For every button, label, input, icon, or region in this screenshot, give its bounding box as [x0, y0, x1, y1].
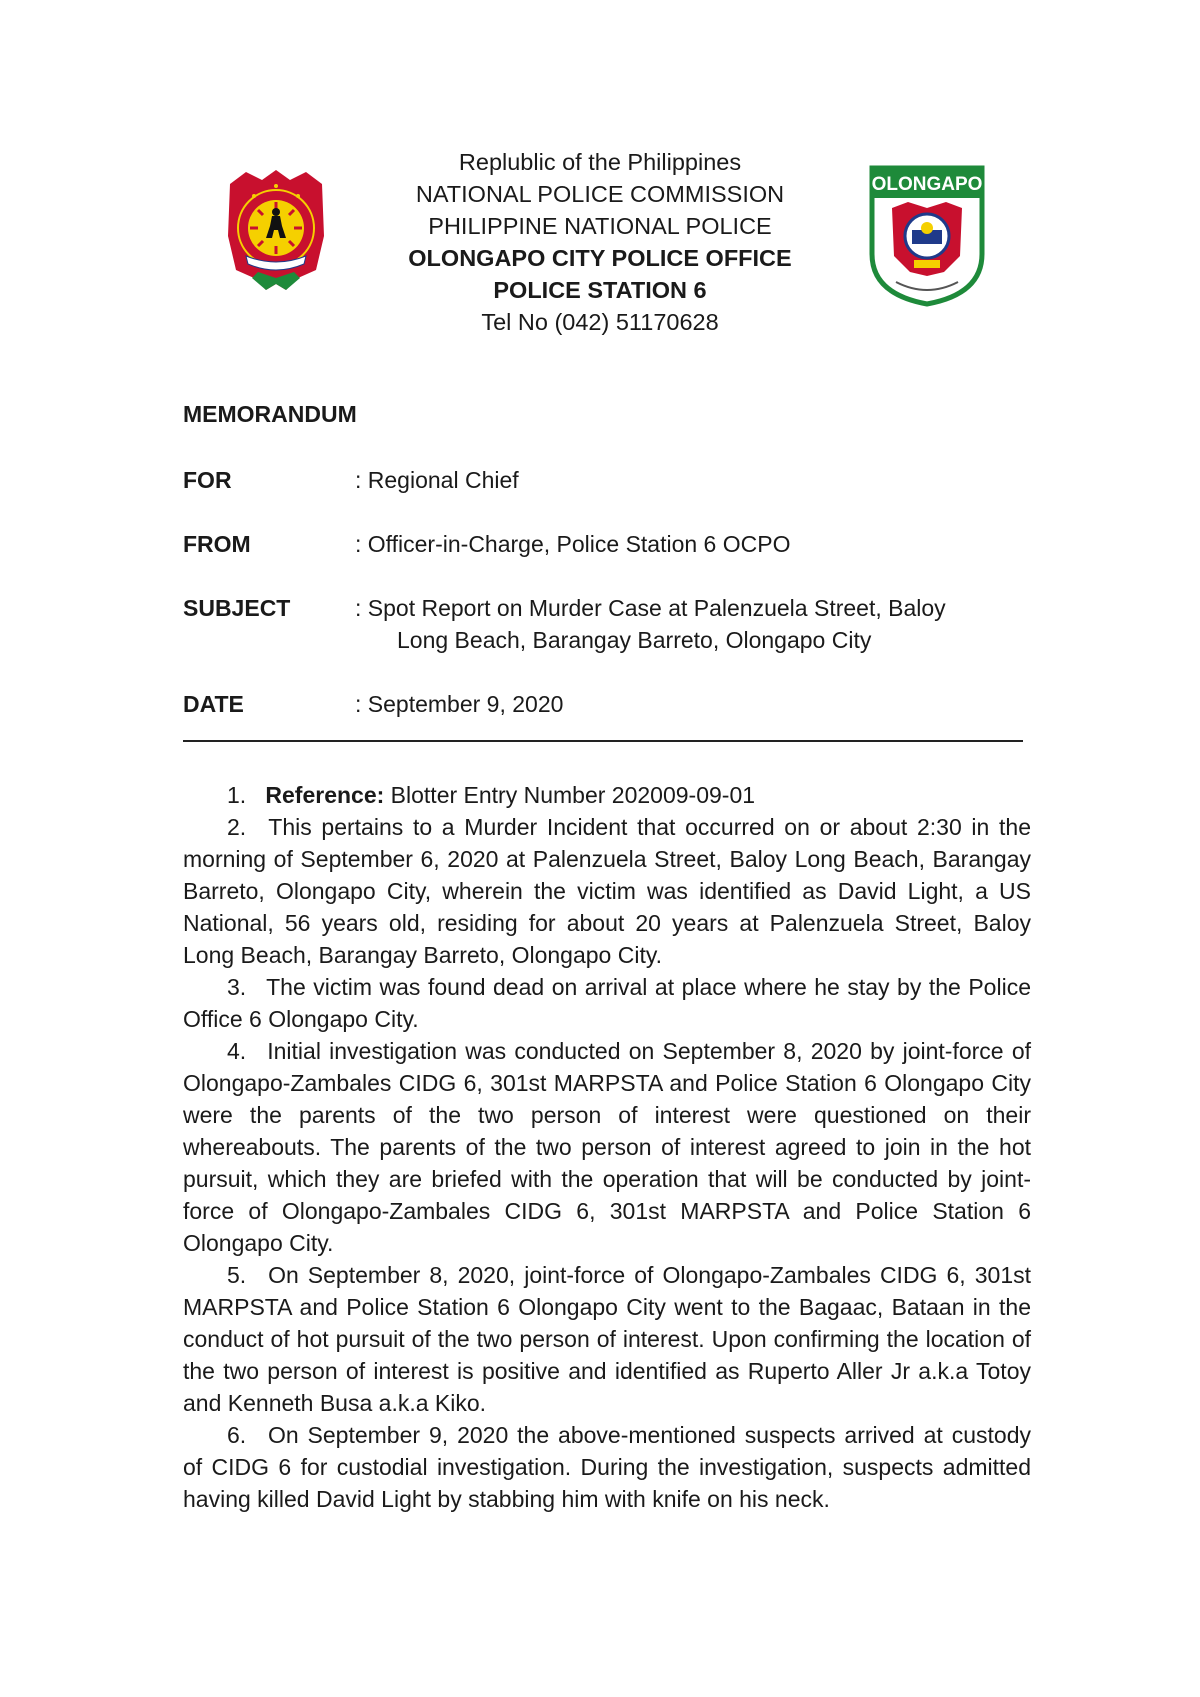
- memo-for-value: : Regional Chief: [355, 467, 519, 493]
- letterhead-agency: PHILIPPINE NATIONAL POLICE: [428, 213, 772, 239]
- paragraph-6-text: On September 9, 2020 the above-mentioned suspects arrived at custody of CIDG 6 for custodial investigation. During the investigation, suspects admitted having killed David Light by stabbing him with knife on his neck.: [183, 1422, 1032, 1512]
- paragraph-1: [183, 779, 1031, 811]
- paragraph-5: [183, 1259, 1031, 1419]
- memo-from-value: : Officer-in-Charge, Police Station 6 OCPO: [355, 531, 791, 557]
- paragraph-4: [183, 1035, 1031, 1259]
- memo-date-value: : September 9, 2020: [355, 691, 564, 717]
- letterhead-office: OLONGAPO CITY POLICE OFFICE: [408, 245, 792, 271]
- memo-for-label: FOR: [183, 467, 232, 493]
- memo-date-label: DATE: [183, 691, 244, 717]
- paragraph-3-text: The victim was found dead on arrival at place where he stay by the Police Office 6 Olongapo City.: [183, 974, 1031, 1032]
- letterhead: [0, 146, 1200, 338]
- memo-subject-label: SUBJECT: [183, 595, 291, 621]
- memo-title: MEMORANDUM: [183, 401, 357, 427]
- letterhead-country: Replublic of the Philippines: [458, 149, 742, 175]
- memo-subject-line1: : Spot Report on Murder Case at Palenzuela Street, Baloy: [355, 595, 946, 621]
- paragraph-6-number: 6.: [227, 1422, 247, 1448]
- paragraph-1-text: Blotter Entry Number 202009-09-01: [384, 782, 756, 808]
- paragraph-2-number: 2.: [227, 814, 247, 840]
- memo-subject-value: [355, 592, 1035, 656]
- letterhead-telephone: Tel No (042) 51170628: [481, 309, 719, 335]
- reference-label: Reference:: [265, 782, 385, 808]
- paragraph-5-text: On September 8, 2020, joint-force of Olongapo-Zambales CIDG 6, 301st MARPSTA and Police Station 6 Olongapo City went to the Bagaac, Bataan in the conduct of hot pursuit of the two person of interest. Upon confirming the location of the two person of interest is positive and identified as Ruperto Aller Jr a.k.a Totoy and Kenneth Busa a.k.a Kiko.: [183, 1262, 1031, 1416]
- header-divider: [183, 740, 1023, 742]
- paragraph-6: [183, 1419, 1031, 1515]
- paragraph-3-number: 3.: [227, 974, 247, 1000]
- memo-subject-line2: Long Beach, Barangay Barreto, Olongapo City: [397, 627, 872, 653]
- paragraph-2-text: This pertains to a Murder Incident that occurred on or about 2:30 in the morning of September 6, 2020 at Palenzuela Street, Baloy Long Beach, Barangay Barreto, Olongapo City, wherein the victim was identified as David Light, a US National, 56 years old, residing for about 20 years at Palenzuela Street, Baloy Long Beach, Barangay Barreto, Olongapo City.: [183, 814, 1031, 968]
- memo-from-label: FROM: [183, 531, 251, 557]
- paragraph-4-number: 4.: [227, 1038, 247, 1064]
- paragraph-5-number: 5.: [227, 1262, 247, 1288]
- badge-banner-text: OLONGAPO: [871, 174, 983, 195]
- letterhead-commission: NATIONAL POLICE COMMISSION: [415, 181, 785, 207]
- paragraph-3: [183, 971, 1031, 1035]
- paragraph-1-number: 1.: [227, 782, 247, 808]
- paragraph-2: [183, 811, 1031, 971]
- letterhead-station: POLICE STATION 6: [493, 277, 707, 303]
- paragraph-4-text: Initial investigation was conducted on September 8, 2020 by joint-force of Olongapo-Zambales CIDG 6, 301st MARPSTA and Police Station 6 Olongapo City were the parents of the two person of interest were questioned on their whereabouts. The parents of the two person of interest agreed to join in the hot pursuit, which they are briefed with the operation that will be conducted by joint-force of Olongapo-Zambales CIDG 6, 301st MARPSTA and Police Station 6 Olongapo City.: [183, 1038, 1032, 1256]
- memo-body: [183, 779, 1031, 1515]
